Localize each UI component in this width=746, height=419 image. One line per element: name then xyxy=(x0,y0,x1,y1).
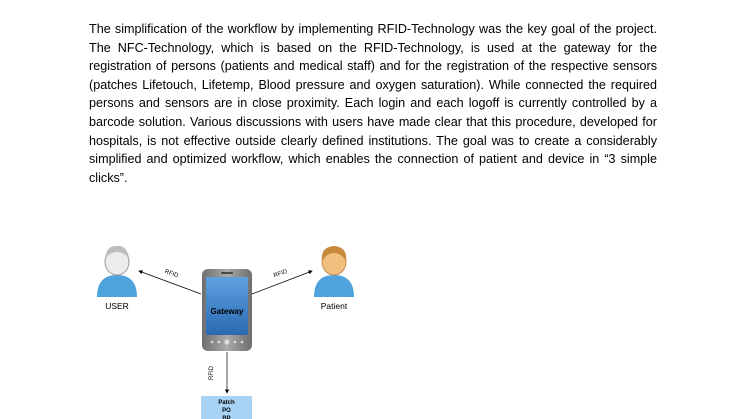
user-icon xyxy=(97,246,137,297)
rfid-label-left: RFID xyxy=(163,268,179,280)
patch-label: Patch xyxy=(218,400,235,406)
gateway-label: Gateway xyxy=(210,307,244,316)
rfid-label-down: RFID xyxy=(209,366,215,380)
body-paragraph: The simplification of the workflow by implementing RFID-Technology was the key goal of the project. The NFC-Technology, which is based on the RFID-Technology, is used at the gateway for the registration of persons (patients and medical staff) and for the registration of the respective sensors (patches Lifetouch, Lifetemp, Blood pressure and oxygen saturation). While connected the required persons and sensors are in close proximity. Each login and each logoff is currently controlled by a barcode solution. Various discussions with users have made clear that this procedure, developed for hospitals, is not effective outside clearly defined institutions. The goal was to create a considerably simplified and optimized workflow, which enables the connection of patient and device in “3 simple clicks”. xyxy=(89,22,657,185)
patch-bp-label: BP xyxy=(222,416,231,419)
patch-po-label: PO xyxy=(222,408,231,414)
patient-label: Patient xyxy=(320,301,348,311)
patient-icon xyxy=(314,246,354,297)
rfid-label-right: RFID xyxy=(273,268,289,280)
user-label: USER xyxy=(105,301,129,311)
